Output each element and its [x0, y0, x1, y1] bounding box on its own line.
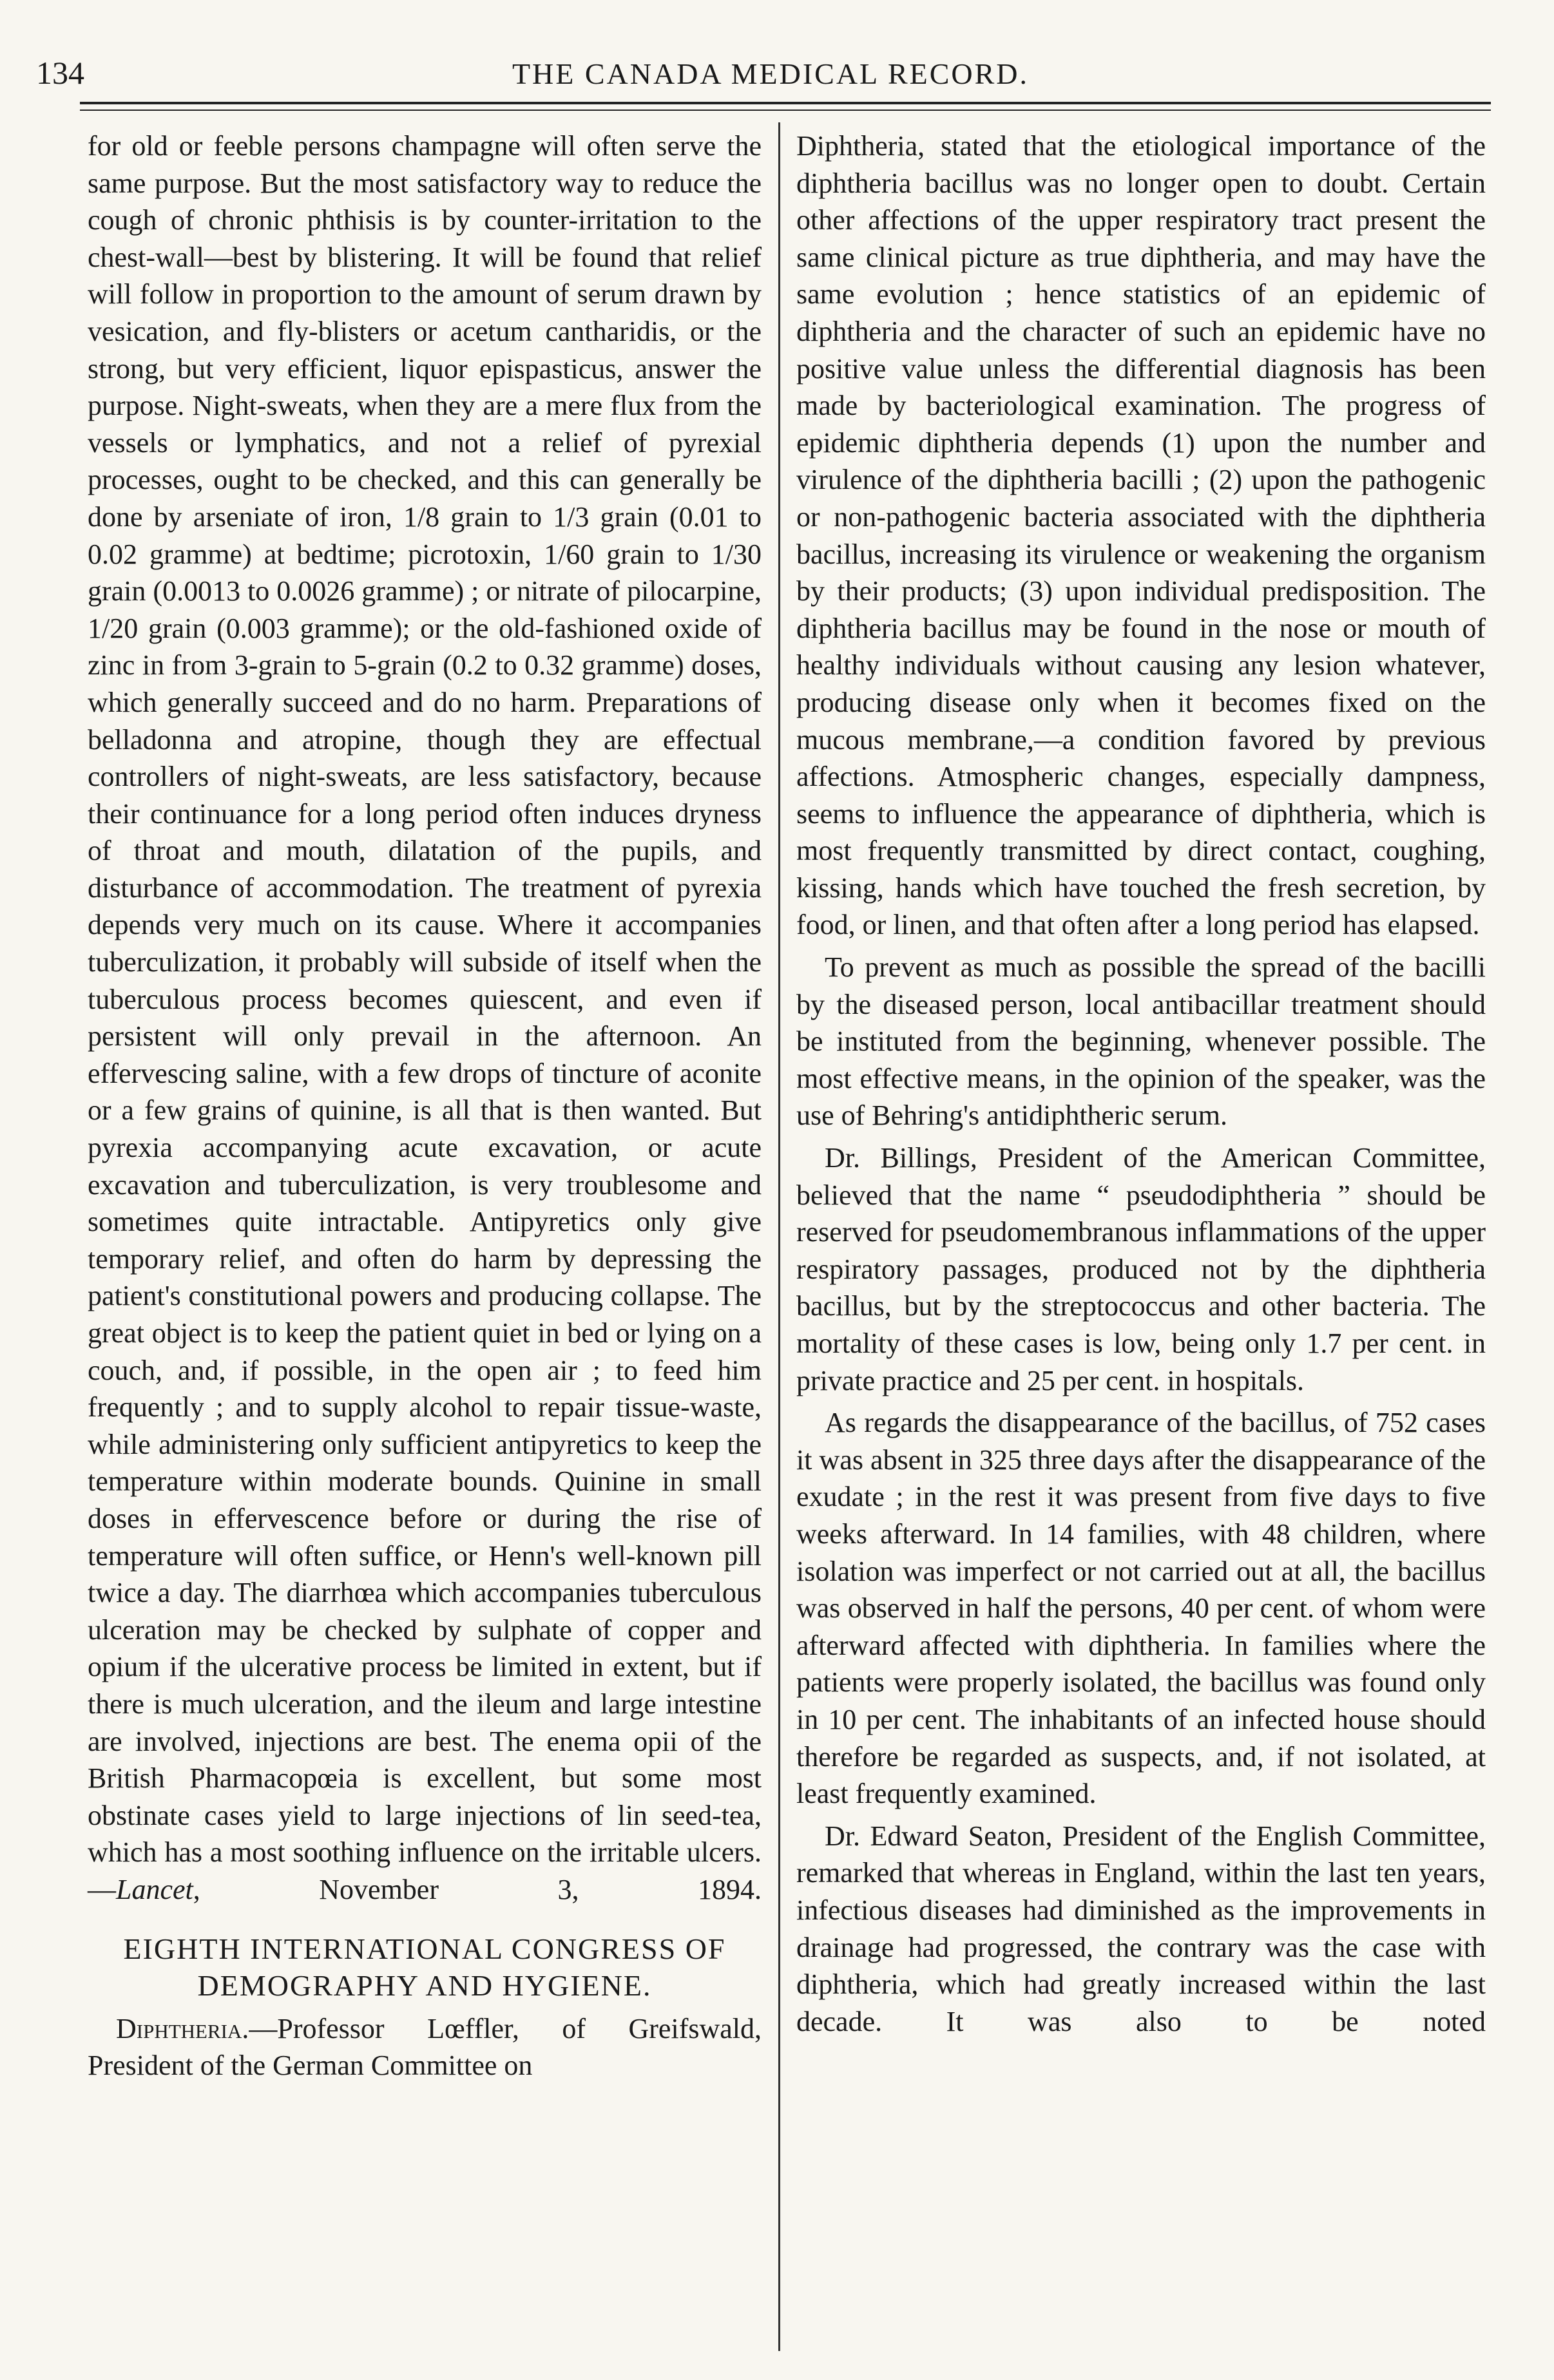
paragraph-text: for old or feeble persons champagne will often serve the same purpose. But the most satisfactory way to reduce the cough of chronic phthisis is by counter-irritation to the chest-wall—best by blistering. It will be found that relief will follow in proportion to the amount of serum drawn by vesication, and fly-blisters or acetum cantharidis, or the strong, but very efficient, liquor epispasticus, answer the purpose. Night-sweats, when they are a mere flux from the vessels or lymphatics, and not a relief of pyrexial processes, ought to be checked, and this can generally be done by arseniate of iron, 1/8 grain to 1/3 grain (0.01 to 0.02 gramme) at bedtime; picrotoxin, 1/60 grain to 1/30 grain (0.0013 to 0.0026 gramme) ; or nitrate of pilocarpine, 1/20 grain (0.003 gramme); or the old-fashioned oxide of zinc in from 3-grain to 5-grain (0.2 to 0.32 gramme) doses, which generally succeed and do no harm. Preparations of belladonna and atropine, though they are effectual controllers of night-sweats, are less satisfactory, because their continuance for a long period often induces dryness of throat and mouth, dilatation of the pupils, and disturbance of accommodation. The treatment of pyrexia depends very much on its cause. Where it accompanies tuberculization, it probably will subside of itself when the tuberculous process becomes quiescent, and even if persistent will only prevail in the afternoon. An effervescing saline, with a few drops of tincture of aconite or a few grains of quinine, is all that is then wanted. But pyrexia accompanying acute excavation, or acute excavation and tuberculization, is very troublesome and sometimes quite intractable. Antipyretics only give temporary relief, and often do harm by depressing the patient's constitutional powers and producing collapse. The great object is to keep the patient quiet in bed or lying on a couch, and, if possible, in the open air ; to feed him frequently ; and to supply alcohol to repair tissue-waste, while administering only sufficient antipyretics to keep the temperature within moderate bounds. Quinine in small doses in effervescence before or during the rise of temperature will often suffice, or Henn's well-known pill twice a day. The diarrhœa which accompanies tuberculous ulceration may be checked by sulphate of copper and opium if the ulcerative process be limited in extent, but if there is much ulceration, and the ileum and large intestine are involved, injections are best. The enema opii of the British Pharmacopœia is excellent, but some most obstinate cases yield to large injections of lin seed-tea, which has a most soothing influence on the irritable ulcers.—: [88, 130, 762, 1905]
column-divider: [778, 122, 780, 2351]
paragraph-lead: Diphtheria.: [116, 2012, 249, 2044]
article-paragraph-pseudodiphtheria: Dr. Billings, President of the American Committee, believed that the name “ pseudodiphtheria ” should be reserved for pseudomembranous inflammations of the upper respiratory passages, produced not by the diphtheria bacillus, but by the streptococcus and other bacteria. The mortality of these cases is low, being only 1.7 per cent. in private practice and 25 per cent. in hospitals.: [796, 1142, 1486, 1396]
paragraph-text: —Professor Lœffler, of Greifswald, President of the German Committee on: [88, 2012, 762, 2082]
article-paragraph-diphtheria-intro: [88, 2010, 762, 2084]
article-paragraph-prevention: To prevent as much as possible the spread of the bacilli by the diseased person, local antibacillar treatment should be instituted from the beginning, whenever possible. The most effective means, in the opinion of the speaker, was the use of Behring's antidiphtheric serum.: [796, 951, 1486, 1132]
article-paragraph-etiology: Diphtheria, stated that the etiological importance of the diphtheria bacillus was no longer open to doubt. Certain other affections of the upper respiratory tract present the same clinical picture as true diphtheria, and may have the same evolution ; hence statistics of an epidemic of diphtheria and the character of such an epidemic have no positive value unless the differential diagnosis has been made by bacteriological examination. The progress of epidemic diphtheria depends (1) upon the number and virulence of the diphtheria bacilli ; (2) upon the pathogenic or non-pathogenic bacteria associated with the diphtheria bacillus, increasing its virulence or weakening the organism by their products; (3) upon individual predisposition. The diphtheria bacillus may be found in the nose or mouth of healthy individuals without causing any lesion whatever, producing disease only when it becomes fixed on the mucous membrane,—a condition favored by previous affections. Atmospheric changes, especially dampness, seems to influence the appearance of diphtheria, which is most frequently transmitted by direct contact, coughing, kissing, hands which have touched the fresh secretion, by food, or linen, and that often after a long period has elapsed.: [796, 130, 1486, 941]
right-column: [796, 128, 1486, 2040]
source-date: , November 3, 1894.: [193, 1873, 762, 1905]
running-title: THE CANADA MEDICAL RECORD.: [512, 57, 1030, 90]
header-rule-thin: [80, 109, 1491, 111]
header-rule-thick: [80, 102, 1491, 104]
article-paragraph-cough-treatment: [88, 128, 762, 1909]
article-paragraph-seaton: Dr. Edward Seaton, President of the English Committee, remarked that whereas in England, within the last ten years, infectious diseases had diminished as the improvements in drainage had progressed, the contrary was the case with diphtheria, which had greatly increased within the last decade. It was also to be noted: [796, 1820, 1486, 2037]
source-journal: Lancet: [116, 1873, 193, 1905]
article-paragraph-bacillus-disappearance: As regards the disappearance of the bacillus, of 752 cases it was absent in 325 three days after the disappearance of the exudate ; in the rest it was present from five days to five weeks afterward. In 14 families, with 48 children, where isolation was imperfect or not carried out at all, the bacillus was observed in half the persons, 40 per cent. of whom were afterward affected with diphtheria. In families where the patients were properly isolated, the bacillus was found only in 10 per cent. The inhabitants of an infected house should therefore be regarded as suspects, and, if not isolated, at least frequently examined.: [796, 1407, 1486, 1810]
page-header: [36, 54, 1499, 99]
page-number: 134: [36, 55, 84, 91]
section-heading: EIGHTH INTERNATIONAL CONGRESS OF DEMOGRAPHY AND HYGIENE.: [123, 1932, 726, 2002]
left-column: [88, 128, 762, 2084]
